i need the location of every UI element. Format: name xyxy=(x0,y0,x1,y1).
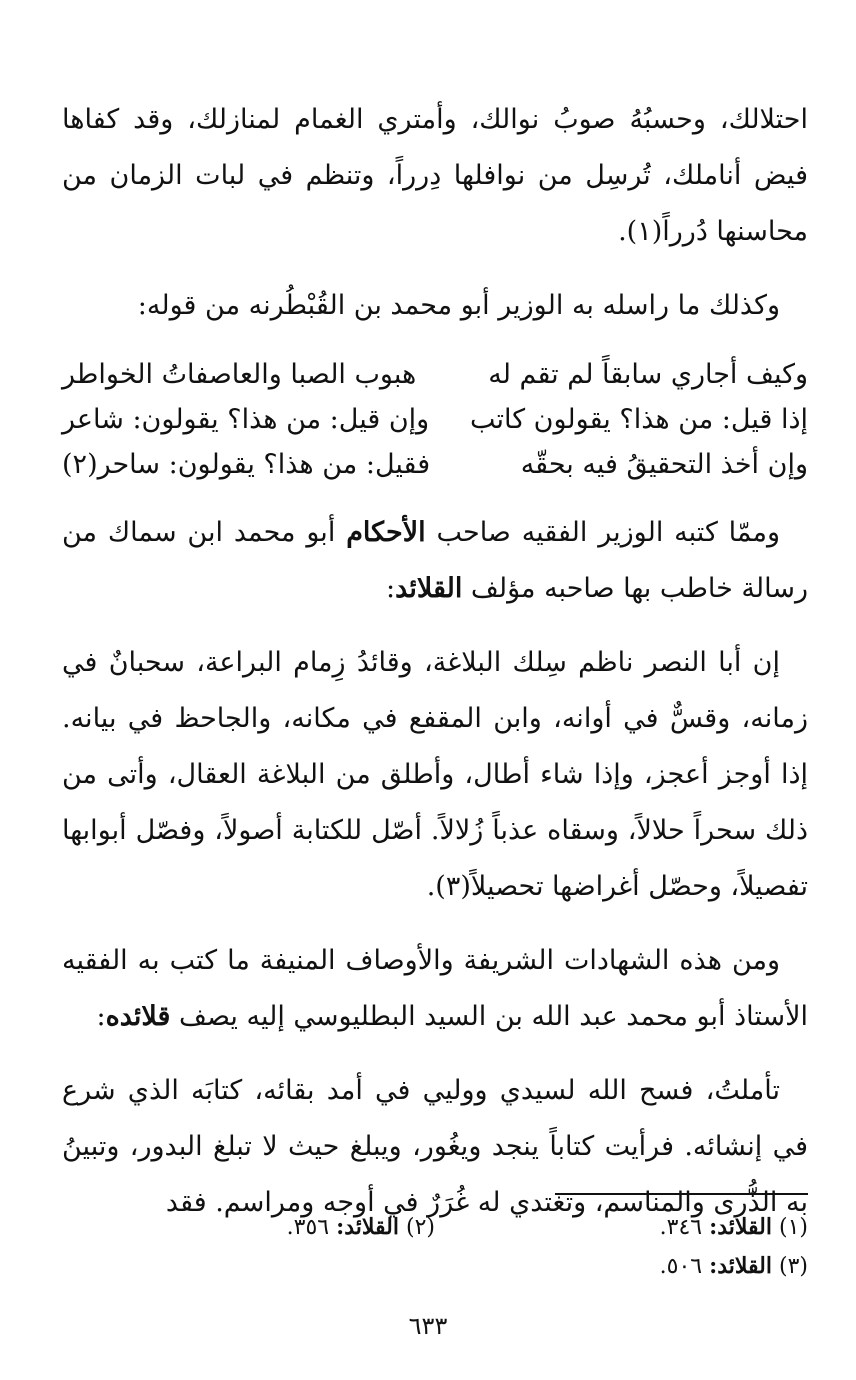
footnote-source: القلائد: xyxy=(709,1253,772,1279)
verse-first-hemistich: وكيف أجاري سابقاً لم تقم له xyxy=(488,359,808,390)
footnote-number: (٢) xyxy=(405,1215,435,1240)
footnote-number: (٣) xyxy=(778,1254,808,1279)
footnote-source: القلائد: xyxy=(336,1214,399,1240)
paragraph-3-text: وممّا كتبه الوزير الفقيه صاحب xyxy=(425,517,780,548)
bold-term-ahkam: الأحكام xyxy=(346,517,426,548)
paragraph-3 xyxy=(62,505,808,617)
paragraph-1: احتلالك، وحسبُهُ صوبُ نوالك، وأمتري الغمام لمنازلك، وقد كفاها فيض أناملك، تُرسِل من نوافلها دِرراً، وتنظم في لبات الزمان من محاسنها دُرراً(١). xyxy=(62,104,808,247)
footnote-page: ٥٠٦. xyxy=(659,1254,703,1279)
footnote-2 xyxy=(62,1208,435,1247)
footnotes xyxy=(62,1208,808,1286)
paragraph-5-colon: : xyxy=(96,1001,106,1032)
page-number: ٦٣٣ xyxy=(408,1312,448,1340)
paragraph-6: تأملتُ، فسح الله لسيدي ووليي في أمد بقائه، كتابَه الذي شرع في إنشائه. فرأيت كتاباً ينجد ويغُور، ويبلغ حيث لا تبلغ البدور، وتبينُ به الذُّرى والمناسم، وتغتدي له غُرَرٌ في أوجه ومراسم. فقد xyxy=(62,1075,808,1218)
verse-line xyxy=(62,352,808,397)
footnote-3 xyxy=(428,1247,808,1286)
bold-term-qalaid: القلائد xyxy=(395,573,463,604)
verse-second-hemistich: وإن قيل: من هذا؟ يقولون: شاعر xyxy=(62,404,430,435)
page-body xyxy=(62,92,808,1249)
poem xyxy=(62,352,808,487)
paragraph-5-text: ومن هذه الشهادات الشريفة والأوصاف المنيفة ما كتب به الفقيه الأستاذ أبو محمد عبد الله بن السيد البطليوسي إليه يصف xyxy=(62,945,808,1032)
verse-second-hemistich: هبوب الصبا والعاصفاتُ الخواطر xyxy=(62,359,417,390)
paragraph-5 xyxy=(62,933,808,1045)
bold-term-qalaiduh: قلائده xyxy=(105,1001,171,1032)
footnote-page: ٣٤٦. xyxy=(659,1215,703,1240)
verse-line xyxy=(62,442,808,487)
footnote-page: ٣٥٦. xyxy=(286,1215,330,1240)
footnote-separator xyxy=(555,1193,808,1195)
verse-first-hemistich: وإن أخذ التحقيقُ فيه بحقّه xyxy=(520,449,808,480)
paragraph-3-colon: : xyxy=(386,573,396,604)
footnote-number: (١) xyxy=(778,1215,808,1240)
verse-first-hemistich: إذا قيل: من هذا؟ يقولون كاتب xyxy=(469,404,808,435)
paragraph-2: وكذلك ما راسله به الوزير أبو محمد بن القُبْطُرنه من قوله: xyxy=(137,290,780,321)
footnote-1 xyxy=(435,1208,808,1247)
verse-second-hemistich: فقيل: من هذا؟ يقولون: ساحر(٢) xyxy=(62,449,431,480)
footnote-row xyxy=(62,1247,808,1286)
paragraph-3-text: أبو محمد ابن سماك من رسالة خاطب بها صاحبه مؤلف xyxy=(62,517,808,604)
footnote-source: القلائد: xyxy=(709,1214,772,1240)
footnote-row xyxy=(62,1208,808,1247)
paragraph-4: إن أبا النصر ناظم سِلك البلاغة، وقائدُ زِمام البراعة، سحبانٌ في زمانه، وقسٌّ في أوانه، وابن المقفع في مكانه، والجاحظ في بيانه. إذا أوجز أعجز، وإذا شاء أطال، وأطلق من البلاغة العقال، وأتى من ذلك سحراً حلالاً، وسقاه عذباً زُلالاً. أصّل للكتابة أصولاً، وفصّل أبوابها تفصيلاً، وحصّل أغراضها تحصيلاً(٣). xyxy=(62,647,808,902)
verse-line xyxy=(62,397,808,442)
